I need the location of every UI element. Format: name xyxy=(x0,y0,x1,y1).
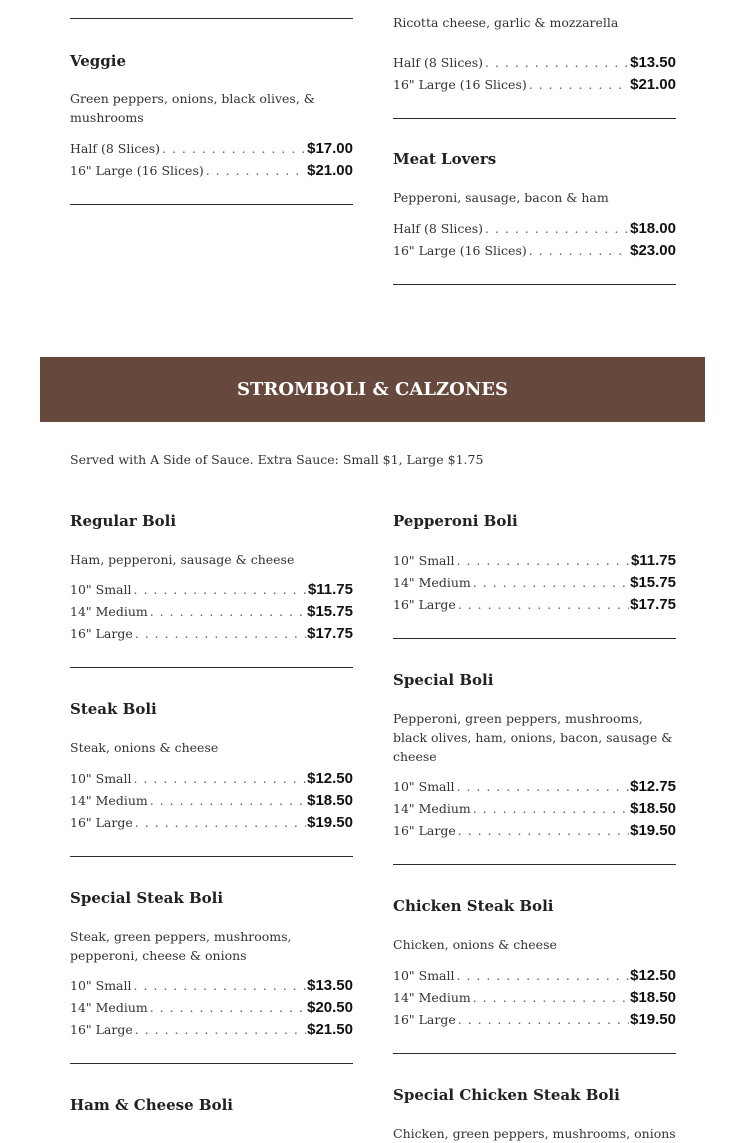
price-list xyxy=(70,977,353,1043)
stromboli-column-left xyxy=(70,500,353,1115)
price-row xyxy=(393,967,676,989)
size-label: 10" Small xyxy=(70,978,132,993)
size-label: Half (8 Slices) xyxy=(70,141,161,156)
price-row xyxy=(70,1021,353,1043)
stromboli-column-right xyxy=(393,500,676,1143)
price: $17.75 xyxy=(630,596,676,613)
price-row xyxy=(393,989,676,1011)
size-label: 16" Large xyxy=(393,1012,456,1027)
menu-item[interactable] xyxy=(393,896,676,1033)
dot-leader xyxy=(458,1012,629,1027)
size-label: 14" Medium xyxy=(393,575,471,590)
dot-leader xyxy=(135,626,306,641)
price-row xyxy=(393,574,676,596)
dot-leader xyxy=(458,823,629,838)
dot-leader xyxy=(473,801,629,816)
price: $18.00 xyxy=(630,220,676,237)
item-description: Chicken, green peppers, mushrooms, onions xyxy=(393,1126,676,1141)
dot-leader xyxy=(529,77,629,92)
dot-leader xyxy=(134,978,307,993)
size-label: 16" Large xyxy=(70,626,133,641)
price: $20.50 xyxy=(307,999,353,1016)
item-title: Steak Boli xyxy=(70,700,157,718)
price: $23.00 xyxy=(630,242,676,259)
size-label: Half (8 Slices) xyxy=(393,55,484,70)
size-label: 10" Small xyxy=(393,968,455,983)
pizza-column-left xyxy=(70,0,353,205)
pizza-column-right xyxy=(393,0,676,285)
price: $18.50 xyxy=(630,800,676,817)
size-label: 16" Large xyxy=(393,823,456,838)
price: $18.50 xyxy=(630,989,676,1006)
dot-leader xyxy=(485,55,629,70)
item-title: Pepperoni Boli xyxy=(393,512,518,530)
size-label: 10" Small xyxy=(393,779,455,794)
dot-leader xyxy=(135,1022,306,1037)
dot-leader xyxy=(134,582,307,597)
price-list xyxy=(70,770,353,836)
price-list xyxy=(393,220,676,264)
price-row xyxy=(70,999,353,1021)
price-row xyxy=(393,242,676,264)
price-row xyxy=(393,76,676,98)
menu-item[interactable] xyxy=(70,51,353,184)
item-title: Regular Boli xyxy=(70,512,177,530)
price: $15.75 xyxy=(630,574,676,591)
menu-item[interactable] xyxy=(393,670,676,844)
price-list xyxy=(70,581,353,647)
size-label: 10" Small xyxy=(70,771,132,786)
size-label: 10" Small xyxy=(70,582,132,597)
price-row xyxy=(70,162,353,184)
dot-leader xyxy=(473,990,629,1005)
item-divider xyxy=(70,856,353,857)
price-row xyxy=(393,778,676,800)
price: $17.75 xyxy=(307,625,353,642)
item-divider xyxy=(70,1063,353,1064)
price-row xyxy=(70,977,353,999)
price: $11.75 xyxy=(307,581,353,598)
size-label: 16" Large xyxy=(70,1022,133,1037)
item-description: Ham, pepperoni, sausage & cheese xyxy=(70,552,295,567)
price-row xyxy=(393,220,676,242)
price: $19.50 xyxy=(630,1011,676,1028)
price-list xyxy=(70,140,353,184)
price-row xyxy=(393,822,676,844)
dot-leader xyxy=(473,575,629,590)
dot-leader xyxy=(150,1000,306,1015)
menu-item[interactable] xyxy=(70,699,353,836)
dot-leader xyxy=(150,604,306,619)
price: $17.00 xyxy=(307,140,353,157)
item-title: Special Steak Boli xyxy=(70,889,224,907)
dot-leader xyxy=(485,221,629,236)
size-label: Half (8 Slices) xyxy=(393,221,484,236)
price-row xyxy=(393,800,676,822)
price-row xyxy=(393,596,676,618)
item-title: Special Boli xyxy=(393,671,494,689)
price: $21.00 xyxy=(630,76,676,93)
item-description: Pepperoni, sausage, bacon & ham xyxy=(393,190,609,205)
price-row xyxy=(70,603,353,625)
price-row xyxy=(70,814,353,836)
item-divider xyxy=(393,118,676,119)
section-note: Served with A Side of Sauce. Extra Sauce: Small $1, Large $1.75 xyxy=(70,452,484,467)
item-description: Green peppers, onions, black olives, & mushrooms xyxy=(70,91,315,125)
dot-leader xyxy=(458,597,629,612)
price-list xyxy=(393,967,676,1033)
size-label: 16" Large (16 Slices) xyxy=(393,77,527,92)
menu-item[interactable] xyxy=(70,511,353,647)
item-description: Chicken, onions & cheese xyxy=(393,937,557,952)
size-label: 16" Large (16 Slices) xyxy=(70,163,204,178)
price: $11.75 xyxy=(630,552,676,569)
dot-leader xyxy=(206,163,306,178)
item-divider xyxy=(393,1053,676,1054)
price-row xyxy=(393,552,676,574)
menu-item[interactable] xyxy=(393,149,676,264)
item-title: Ham & Cheese Boli xyxy=(70,1096,233,1114)
dot-leader xyxy=(135,815,306,830)
price: $18.50 xyxy=(307,792,353,809)
price: $21.00 xyxy=(307,162,353,179)
item-title: Special Chicken Steak Boli xyxy=(393,1086,620,1104)
size-label: 16" Large xyxy=(393,597,456,612)
price: $19.50 xyxy=(307,814,353,831)
dot-leader xyxy=(457,779,630,794)
size-label: 14" Medium xyxy=(393,990,471,1005)
size-label: 14" Medium xyxy=(393,801,471,816)
price-list xyxy=(393,54,676,98)
price-row xyxy=(70,140,353,162)
dot-leader xyxy=(162,141,306,156)
dot-leader xyxy=(150,793,306,808)
dot-leader xyxy=(457,968,630,983)
size-label: 16" Large xyxy=(70,815,133,830)
price-row xyxy=(393,1011,676,1033)
price: $19.50 xyxy=(630,822,676,839)
price: $12.50 xyxy=(630,967,676,984)
menu-item[interactable] xyxy=(393,1085,676,1143)
dot-leader xyxy=(134,771,307,786)
price-list xyxy=(393,552,676,618)
section-banner xyxy=(40,357,705,422)
item-divider xyxy=(70,667,353,668)
menu-item[interactable] xyxy=(393,511,676,618)
item-description: Steak, green peppers, mushrooms, pepperoni, cheese & onions xyxy=(70,929,292,963)
dot-leader xyxy=(529,243,629,258)
size-label: 14" Medium xyxy=(70,1000,148,1015)
price: $15.75 xyxy=(307,603,353,620)
size-label: 16" Large (16 Slices) xyxy=(393,243,527,258)
size-label: 14" Medium xyxy=(70,604,148,619)
price-row xyxy=(70,770,353,792)
item-description: Steak, onions & cheese xyxy=(70,740,219,755)
size-label: 10" Small xyxy=(393,553,455,568)
price-row xyxy=(70,625,353,647)
section-title: STROMBOLI & CALZONES xyxy=(237,379,508,400)
item-title: Veggie xyxy=(70,52,127,70)
item-divider xyxy=(393,284,676,285)
size-label: 14" Medium xyxy=(70,793,148,808)
price: $13.50 xyxy=(307,977,353,994)
price: $13.50 xyxy=(630,54,676,71)
price-row xyxy=(70,792,353,814)
menu-item[interactable] xyxy=(70,888,353,1043)
price-row xyxy=(70,581,353,603)
item-description: Ricotta cheese, garlic & mozzarella xyxy=(393,15,619,30)
item-description: Pepperoni, green peppers, mushrooms, black olives, ham, onions, bacon, sausage & cheese xyxy=(393,711,673,764)
item-divider xyxy=(393,864,676,865)
item-divider xyxy=(393,638,676,639)
item-title: Chicken Steak Boli xyxy=(393,897,554,915)
menu-item[interactable] xyxy=(70,1095,353,1115)
menu-item[interactable] xyxy=(393,13,676,98)
price: $21.50 xyxy=(307,1021,353,1038)
price: $12.50 xyxy=(307,770,353,787)
dot-leader xyxy=(457,553,630,568)
item-title: Meat Lovers xyxy=(393,150,497,168)
item-divider xyxy=(70,18,353,19)
item-divider xyxy=(70,204,353,205)
price-list xyxy=(393,778,676,844)
price-row xyxy=(393,54,676,76)
price: $12.75 xyxy=(630,778,676,795)
